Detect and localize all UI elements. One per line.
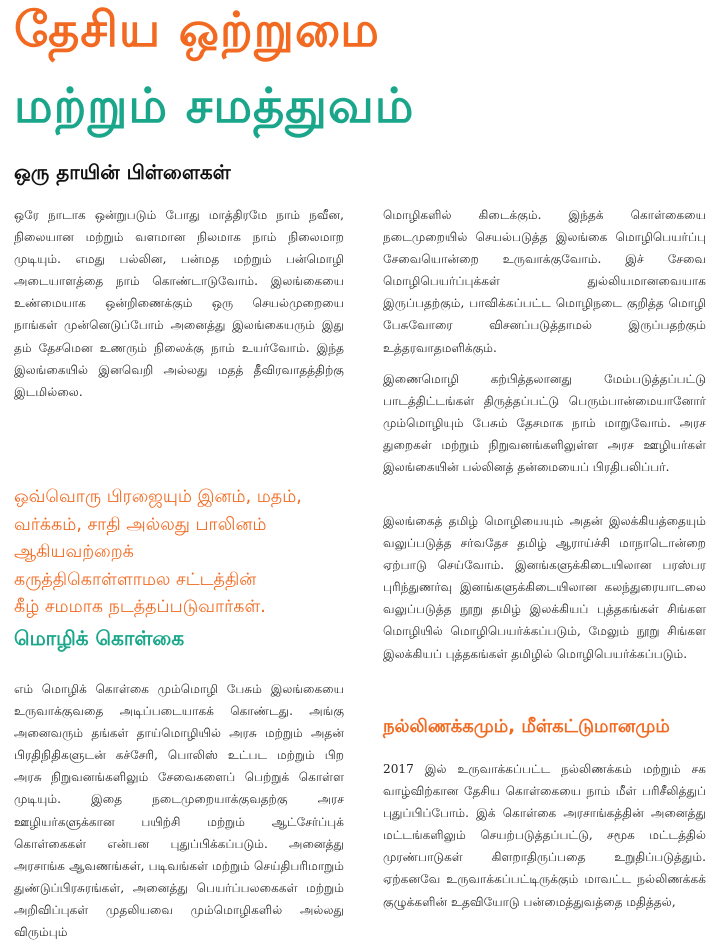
reconciliation-paragraph: 2017 இல் உருவாக்கப்பட்ட நல்லிணக்கம் மற்றும் சக வாழ்விற்கான தேசிய கொள்கையை நாம் மீள் பரிசீலித்துப் புதுப்பிப்போம். இக் கொள்கை அரசாங்கத்தின் அனைத்து மட்டங்களிலும் செயற்படுத்தப்பட்டு, சமூக மட்டத்தில் முரண்பாடுகள் கிளறாதிருப்பதை உறுதிப்படுத்தும். ஏற்கனவே உருவாக்கப்பட்டிருக்கும் மாவட்ட நல்லிணக்கக் குழுக்களின் உதவியோடு பன்மைத்துவத்தை மதித்தல், xyxy=(383,762,706,909)
translation-service-paragraph: மொழிகளில் கிடைக்கும். இந்தக் கொள்கையை நடைமுறையில் செயல்படுத்த இலங்கை மொழிபெயர்ப்பு சேவையொன்றை உருவாக்குவோம். இச் சேவை மொழிபெயர்ப்புக்கள் துல்லியமானவையாக இருப்பதற்கும், பாவிக்கப்பட்ட மொழிநடை குறித்த மொழி பேசுவோரை விசனப்படுத்தாமல் இருப்பதற்கும் உத்தரவாதமளிக்கும். xyxy=(383,208,706,355)
intro-paragraph: ஒரே நாடாக ஒன்றுபடும் போது மாத்திரமே நாம் நவீன, நிலையான மற்றும் வளமான நிலமாக நாம் நிலைமாற முடியும். எமது பல்லின, பன்மத மற்றும் பன்மொழி அடையாளத்தை நாம் கொண்டாடுவோம். இலங்கையை உண்மையாக ஒன்றிணைக்கும் ஒரு செயல்முறையை நாங்கள் முன்னெடுப்போம் அனைத்து இலங்கையரும் இது தம் தேசமென உணரும் நிலைக்கு நாம் உயர்வோம். இந்த இலங்கையில் இனவெறி அல்லது மதத் தீவிரவாதத்திற்கு இடமில்லை. xyxy=(14,208,344,399)
pull-quote-line: வர்க்கம், சாதி அல்லது பாலினம் xyxy=(14,514,267,535)
pull-quote-line: ஒவ்வொரு பிரஜையும் இனம், மதம், xyxy=(14,487,302,507)
bilingual-education-paragraph: இணைமொழி கற்பித்தலானது மேம்படுத்தப்பட்டு பாடத்திட்டங்கள் திருத்தப்பட்டு பெரும்பான்மையானோர் மும்மொழியும் பேசும் தேசமாக நாம் மாறுவோம். அரச துறைகள் மற்றும் நிறுவனங்களிலுள்ள அரச ஊழியர்கள் இலங்கையின் பல்லினத் தன்மையைப் பிரதிபலிப்பர். xyxy=(383,372,706,475)
pull-quote xyxy=(14,484,344,622)
language-policy-paragraph: எம் மொழிக் கொள்கை மும்மொழி பேசும் இலங்கையை உருவாக்குவதை அடிப்படையாகக் கொண்டது. அங்கு அனைவரும் தங்கள் தாய்மொழியில் அரசு மற்றும் அதன் பிரதிநிதிகளுடன் கச்சேரி, பொலிஸ் உட்பட மற்றும் பிற அரசு நிறுவனங்களிலும் சேவைகளைப் பெற்றுக் கொள்ள முடியும். இதை நடைமுறையாக்குவதற்கு அரச ஊழியர்களுக்கான பயிற்சி மற்றும் ஆட்சேர்ப்புக் கொள்கைகள் என்பன புதுப்பிக்கப்படும். அனைத்து அரசாங்க ஆவணங்கள், படிவங்கள் மற்றும் செய்திபரிமாறும் துண்டுப்பிரசுரங்கள், அனைத்து பெயர்ப்பலகைகள் மற்றும் அறிவிப்புகள் முதலியவை மும்மொழிகளில் அல்லது விரும்பும் xyxy=(14,682,344,940)
tamil-literature-paragraph: இலங்கைத் தமிழ் மொழியையும் அதன் இலக்கியத்தையும் வலுப்படுத்த சர்வதேச தமிழ் ஆராய்ச்சி மாநாடொன்றை ஏற்பாடு செய்வோம். இனங்களுக்கிடையிலான பரஸ்பர புரிந்துணர்வு இனங்களுக்கிடையிலான கலந்துரையாடலை வலுப்படுத்த நூறு தமிழ் இலக்கியப் புத்தகங்கள் சிங்கள மொழியில் மொழிபெயர்க்கப்படும், மேலும் நூறு சிங்கள இலக்கியப் புத்தகங்கள் தமிழில் மொழிபெயர்க்கப்படும். xyxy=(383,514,706,661)
pull-quote-line: கீழ் சமமாக நடத்தப்படுவார்கள். xyxy=(14,597,266,618)
pull-quote-line: ஆகியவற்றைக் xyxy=(14,542,134,563)
pull-quote-line: கருத்திகொள்ளாமல சட்டத்தின் xyxy=(14,569,257,590)
page-title-line-2: மற்றும் சமத்துவம் xyxy=(14,78,415,134)
page-subtitle: ஒரு தாயின் பிள்ளைகள் xyxy=(14,160,231,184)
language-policy-heading: மொழிக் கொள்கை xyxy=(14,626,185,650)
reconciliation-heading: நல்லிணக்கமும், மீள்கட்டுமானமும் xyxy=(383,716,670,737)
page-title-line-1: தேசிய ஒற்றுமை xyxy=(14,2,380,58)
